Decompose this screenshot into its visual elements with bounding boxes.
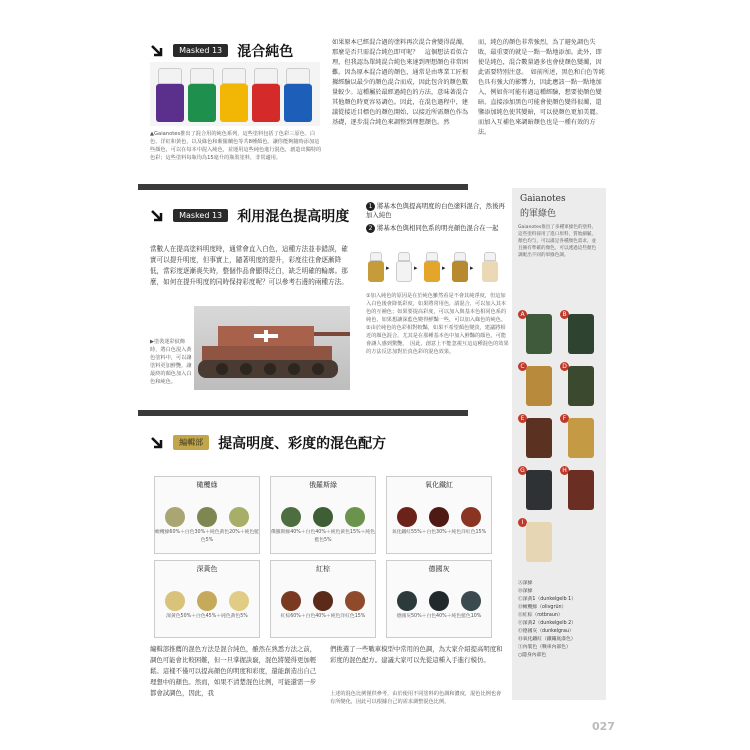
swatch-dot-1 [397,591,417,611]
step-bottle-4 [452,252,468,282]
arrow-down-right-icon [150,436,164,450]
swatch-formula: 橄欖綠60%＋白色30%＋純色黃色20%＋純色藍色5% [155,530,259,543]
tank-model-photo [150,306,350,390]
legend-item: Ⓐ深綠 [518,581,533,586]
swatch-card-dark-yellow [154,560,260,638]
swatch-dot-3 [461,507,481,527]
swatch-dot-1 [165,591,185,611]
sidebar-bottle-g [526,470,552,510]
swatch-formula: 德國灰50%＋白色40%＋純色藍色10% [396,614,482,619]
section3-header [150,432,450,453]
legend-item: Ⓔ紅棕（rotbraun） [518,613,563,618]
swatch-name: 德國灰 [428,565,450,573]
sidebar-bottle-e [526,418,552,458]
section-divider-1 [138,184,468,190]
method-1-number-icon: 1 [366,202,375,211]
arrow-right-icon: ▸ [470,264,474,272]
section-divider-2 [138,410,468,416]
section2-title: 利用混色提高明度 [237,208,350,225]
swatch-dot-2 [313,591,333,611]
bottle-red [252,68,280,122]
swatch-dot-2 [197,591,217,611]
bottle-yellow [220,68,248,122]
section3-bottom-left-text: 編輯部推薦的混色方法是混合純色，雖然在熟悉方法之前，調色可能會比較困難，但一旦掌握訣竅，混色將變得更加輕鬆。這樣不僅可以提高顏色的明度和彩度，還能創造出自己理想中的顏色。然而，如果不清楚混色比例，可能還需一步都會試調色，因此，我 [150,645,317,697]
swatch-name: 氧化鐵紅 [425,481,453,489]
swatch-name: 深黃色 [196,565,218,573]
swatch-dot-3 [461,591,481,611]
sidebar-bottle-i [526,522,552,562]
method-list [366,202,506,233]
swatch-card-russian-green [270,476,376,554]
section3-tag: 編輯部 [173,435,209,450]
swatch-card-german-grey [386,560,492,638]
sidebar-letter-e: E [518,414,527,423]
sidebar-legend [518,580,602,660]
section1-column2: 如果原本已經混合過的塗料再次混合會變得混濁，那麼是否只需混合純色即可呢？ 這個想法看似合理，但我認為單純混合純色來達到理想顏色非常困難。因為原本混合過的顏色，通常是由專業工匠根據經驗以最少的顏色混合而成，因此包含的顏色數量較少。這種屬於最經過純色的方法，意味著混合其他顏色時更容易調色。因此，在混色過程中，建議從接近目標色的顏色開始，以接近所需顏色作為基礎，逐步混合純色來調整到理想顏色。然 [332,39,469,126]
legend-item: Ⓑ深綠 [518,589,533,594]
legend-item: Ⓗ氧化鐵紅（鐵鏽底漆色） [518,637,576,642]
swatch-name: 俄羅斯綠 [309,481,337,489]
swatch-card-red-brown [270,560,376,638]
sidebar-letter-a: A [518,310,527,319]
method-1: 1 將基本色與提高明度的白色塗料混合，然後再加入純色 [366,202,505,219]
swatch-dot-1 [281,591,301,611]
sidebar-letter-h: H [560,466,569,475]
arrow-down-right-icon [150,209,164,223]
step-bottle-1 [368,252,384,282]
pure-color-bottles-photo [150,62,320,126]
swatch-dot-2 [429,591,449,611]
bottle-blue [284,68,312,122]
swatch-formula: 深黃色50%＋白色45%＋純色黃色5% [166,614,248,619]
swatch-dot-2 [313,507,333,527]
step-bottle-5 [482,252,498,282]
sidebar-description: Gaianotes推出了多種軍綠色的塗料，這些塗料採用了進口原料，質地細膩，顏色均勻，可以滿足各種顏色需求，並且擁有準確的顏色，可以透過這些顏色調配出不同的軍綠色調。 [518,225,597,258]
swatch-dot-3 [229,591,249,611]
swatch-name: 紅棕 [316,565,330,573]
swatch-dot-2 [429,507,449,527]
swatch-dot-1 [165,507,185,527]
sidebar-bottle-h [568,470,594,510]
sidebar-bottle-a [526,314,552,354]
sidebar-letter-c: C [518,362,527,371]
step-bottle-3 [424,252,440,282]
sidebar-title-line2: 的軍綠色 [520,209,557,219]
tank-illustration [194,312,350,388]
swatch-dot-1 [397,507,417,527]
sidebar-bottle-d [568,366,594,406]
section1-title: 混合純色 [237,43,294,60]
swatch-formula: 紅棕60%＋白色40%＋純色洋紅色15% [280,614,366,619]
arrow-right-icon: ▸ [414,264,418,272]
method-2: 2 將基本色與相同色系的明亮顏色混合在一起 [366,224,506,233]
bottle-purple [156,68,184,122]
sidebar-bottle-c [526,366,552,406]
section1-tag: Masked 13 [173,44,228,57]
swatch-formula: 俄羅斯綠40%＋白色40%＋純色黃色15%＋純色藍色5% [271,530,375,543]
section2-header [150,205,350,226]
swatch-dot-1 [281,507,301,527]
legend-item: ○隱身內部色 [518,653,547,658]
sidebar-letter-i: I [518,518,527,527]
tank-photo-caption: ▶塗裝迷彩紋飾時，將白色混入黃色塗料中，可以讓塗料更加鮮艷，讓最終的顏色加入白色和純色。 [150,339,192,385]
section3-bottom-mid-text: 們挑選了一些戰車模型中常用的色調，為大家介紹提高明度和彩度的混色配方。建議大家可以先從這種入手進行模仿。 [330,645,503,664]
section1-header [150,40,320,61]
section1-caption: ▲Gaianotes推出了混合用的純色系列，這些塗料包括了色彩三原色、白色、洋紅和黃色，以及綠色和紫羅蘭色等共8種顏色。讓你能夠隨時添加這些顏色，可以在每本中混入純色，並運用這些純色進行混色，創造出獨特的色彩；這些塗料每瓶均為15毫升的瓶裝塗料，非常適用。 [150,131,322,161]
bottle-green [188,68,216,122]
swatch-card-iron-oxide-red [386,476,492,554]
section2-tag: Masked 13 [173,209,228,222]
arrow-right-icon: ▸ [442,264,446,272]
section1-column3: 而，純色的顏色非常強烈，為了避免調色失敗，最重要的就是一點一點地添加。此外，即使是純色，混合數量過多也會使顏色變濁，因此需要特別注意。 如前所述，黑色和白色等純色具有強大的影響力，因此應該一點一點地加入，例如你可能有過這種經驗，想要使顏色變暗，直接添加黑色可能會使顏色變得很濁，還鑒添加純色使其變暗，可以使顏色更加美麗。而加入互補色來調暗顏色也是一種有效的方法。 [478,39,605,136]
page-number: 027 [592,720,615,733]
section3-title: 提高明度、彩度的混色配方 [218,435,387,452]
sidebar-letter-b: B [560,310,569,319]
section2-intro: 當數人在提高塗料明度時，通常會直入白色，這種方法並非錯誤，確實可以提升明度，但事實上，隨著明度的提升，彩度往往會逐漸降低，當彩度逐漸喪失時，整個作品會顯得泛白，缺乏明確的輪廓。那麼，如何在提升明度的同時保持彩度呢？可以參考右邊的兩種方法。 [150,245,348,286]
sidebar-title-line1: Gaianotes [520,194,566,204]
swatch-formula: 氧化鐵紅55%＋白色30%＋純色洋紅色15% [391,530,487,535]
sidebar-letter-d: D [560,362,569,371]
legend-item: Ⓓ橄欖綠（olivgrün） [518,605,567,610]
swatch-name: 橄欖綠 [196,481,218,489]
sidebar-letter-g: G [518,466,527,475]
legend-item: Ⓖ德國灰（dunkelgrau） [518,629,574,634]
arrow-down-right-icon [150,44,164,58]
method-description: ①加入純色的原因是在於純色雖然看是不會其純淨度，但這加入白色後會降低彩度，如果將常用色，請混合，可以加入其本色的互補色；如果要提高彩度，可以加入與基本色相同色系的純色，如果想讓深藍色變得鮮豔一些，可以加入綠色的純色。②由於純色的色彩相對較豔，如果不希望顏色變淡，建議將相近的顏色混合，尤其是在那種基本色中加入鮮豔的顏色，可能會讓人感到驚艷。 因此，創意上不能忽視互這這種混色的效果的方法反思加對於真色彩的混色效果。 [366,293,509,355]
section3-bottom-note: 上述的混色比例僅供參考，由於使用不同塗料的色調和濃度，混色比例也會有所變化，因此可以根據自己的需求調整混色比例。 [330,691,502,705]
sidebar-military-green [512,188,606,700]
swatch-dot-3 [345,507,365,527]
legend-item: Ⓘ內裝色（戰車內部色） [518,645,571,650]
sidebar-bottle-f [568,418,594,458]
arrow-right-icon: ▸ [386,264,390,272]
swatch-card-olive [154,476,260,554]
sidebar-letter-f: F [560,414,569,423]
swatch-dot-3 [229,507,249,527]
step-bottle-2 [396,252,412,282]
swatch-dot-2 [197,507,217,527]
swatch-dot-3 [345,591,365,611]
method-2-number-icon: 2 [366,224,375,233]
legend-item: Ⓒ深黃1（dunkelgelb 1） [518,597,577,602]
mixing-steps-row [364,250,510,286]
sidebar-bottle-b [568,314,594,354]
legend-item: Ⓕ深黃2（dunkelgelb 2） [518,621,577,626]
